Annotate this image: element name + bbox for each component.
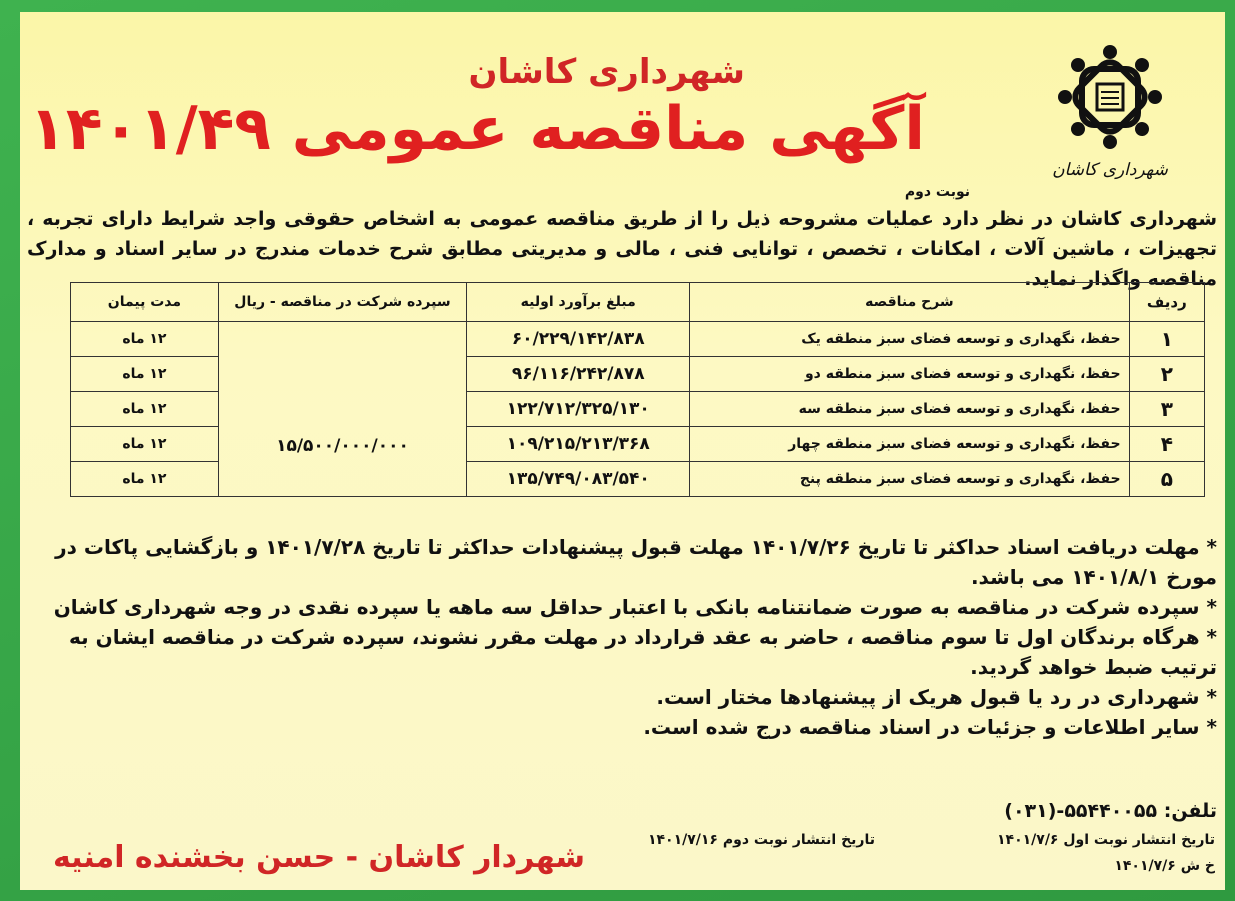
row-estimate: ۱۰۹/۲۱۵/۲۱۳/۳۶۸ [467,427,690,462]
logo-caption: شهرداری کاشان [1052,160,1168,180]
row-number: ۴ [1129,427,1204,462]
row-duration: ۱۲ ماه [71,427,219,462]
phone-number: تلفن: ۵۵۴۴۰۰۵۵-(۰۳۱) [1004,800,1217,822]
ad-paper [20,12,1225,890]
note-item: * سپرده شرکت در مناقصه به صورت ضمانتنامه بانکی با اعتبار حداقل سه ماهه یا سپرده نقدی در وجه شهرداری کاشان [53,595,1217,619]
ad-code: خ ش ۱۴۰۱/۷/۶ [1114,858,1215,874]
row-description: حفظ، نگهداری و توسعه فضای سبز منطقه دو [690,357,1129,392]
row-duration: ۱۲ ماه [71,357,219,392]
round-label: نوبت دوم [904,184,970,200]
row-description: حفظ، نگهداری و توسعه فضای سبز منطقه پنج [690,462,1129,497]
first-publication-date: تاریخ انتشار نوبت اول ۱۴۰۱/۷/۶ [996,832,1215,848]
row-estimate: ۶۰/۲۲۹/۱۴۲/۸۳۸ [467,322,690,357]
table-row [71,322,1205,357]
header-duration: مدت پیمان [71,283,219,322]
note-item: * شهرداری در رد یا قبول هریک از پیشنهادها مختار است. [656,685,1217,709]
note-item: * مهلت دریافت اسناد حداکثر تا تاریخ ۱۴۰۱/۷/۲۶ مهلت قبول پیشنهادات حداکثر تا تاریخ ۱۴۰۱/۷/۲۸ و بازگشایی پاکات در مورخ ۱۴۰۱/۸/۱ می باشد. [55,535,1217,589]
table-header-row [71,283,1205,322]
row-duration: ۱۲ ماه [71,462,219,497]
row-number: ۲ [1129,357,1204,392]
row-estimate: ۹۶/۱۱۶/۲۴۲/۸۷۸ [467,357,690,392]
mayor-signature: شهردار کاشان - حسن بخشنده امنیه [52,840,585,875]
row-estimate: ۱۳۵/۷۴۹/۰۸۳/۵۴۰ [467,462,690,497]
row-description: حفظ، نگهداری و توسعه فضای سبز منطقه چهار [690,427,1129,462]
row-duration: ۱۲ ماه [71,392,219,427]
header-row-no: ردیف [1129,283,1204,322]
header-description: شرح مناقصه [690,283,1129,322]
notes-list [27,532,1217,742]
row-number: ۳ [1129,392,1204,427]
kashan-emblem-icon [1055,42,1165,152]
deposit-amount: ۱۵/۵۰۰/۰۰۰/۰۰۰ [218,322,466,497]
page-title: آگهی مناقصه عمومی ۱۴۰۱/۴۹ [29,94,925,164]
kashan-municipality-logo [1040,42,1180,212]
intro-paragraph: شهرداری کاشان در نظر دارد عملیات مشروحه ذیل را از طریق مناقصه عمومی به اشخاص حقوقی واجد شرایط دارای تجربه ، تجهیزات ، ماشین آلات ، امکانات ، تخصص ، توانایی فنی ، مالی و مدیریتی مطابق شرح خدمات مندرج در سایر اسناد و مدارک مناقصه واگذار نماید. [27,208,1217,290]
note-item: * هرگاه برندگان اول تا سوم مناقصه ، حاضر به عقد قرارداد در مهلت مقرر نشوند، سپرده شرکت در مناقصه ایشان به ترتیب ضبط خواهد گردید. [69,625,1217,679]
row-number: ۱ [1129,322,1204,357]
note-item: * سایر اطلاعات و جزئیات در اسناد مناقصه درج شده است. [643,715,1217,739]
municipality-name: شهرداری کاشان [468,52,745,92]
row-duration: ۱۲ ماه [71,322,219,357]
row-description: حفظ، نگهداری و توسعه فضای سبز منطقه سه [690,392,1129,427]
header-deposit: سپرده شرکت در مناقصه - ریال [218,283,466,322]
tender-table [70,282,1205,497]
row-number: ۵ [1129,462,1204,497]
header-estimate: مبلغ برآورد اولیه [467,283,690,322]
row-estimate: ۱۲۲/۷۱۲/۳۲۵/۱۳۰ [467,392,690,427]
row-description: حفظ، نگهداری و توسعه فضای سبز منطقه یک [690,322,1129,357]
second-publication-date: تاریخ انتشار نوبت دوم ۱۴۰۱/۷/۱۶ [647,832,875,848]
